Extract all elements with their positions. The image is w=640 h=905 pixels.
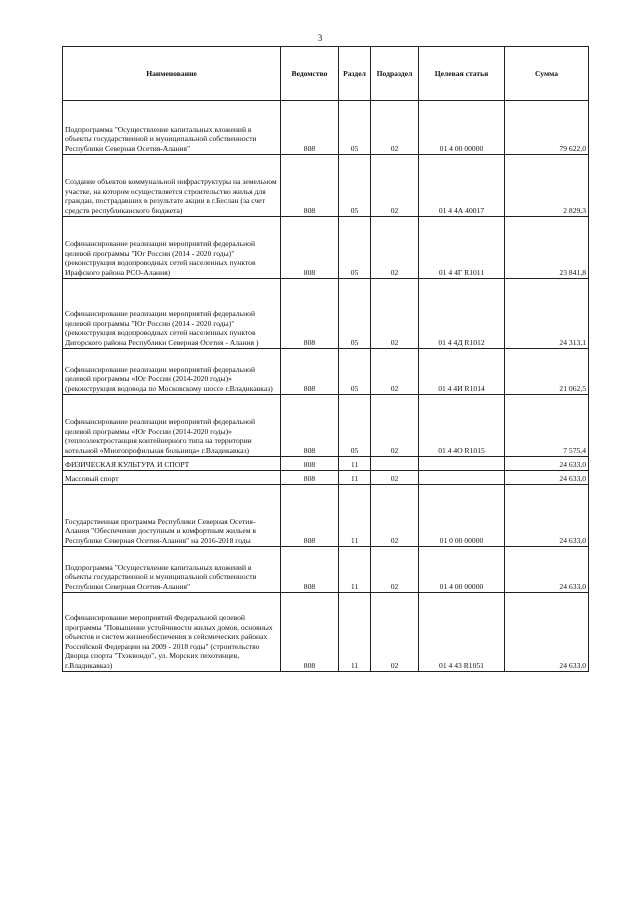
header-section: Раздел bbox=[339, 47, 371, 101]
table-row bbox=[63, 457, 589, 471]
row-amount: 79 622,0 bbox=[505, 101, 589, 155]
table-row bbox=[63, 471, 589, 485]
table-row bbox=[63, 217, 589, 279]
row-name: Софинансирование реализации мероприятий федеральной целевой программы «Юг России (2014-2020 годы)» (теплоэлектростанция контейнерного типа на территории котельной «Многопрофильная больница» г.Владикавказ) bbox=[63, 395, 281, 457]
row-amount: 24 313,1 bbox=[505, 279, 589, 349]
row-department: 808 bbox=[281, 593, 339, 672]
row-target: 01 4 43 R1051 bbox=[419, 593, 505, 672]
row-department: 808 bbox=[281, 155, 339, 217]
row-subsection: 02 bbox=[371, 485, 419, 547]
table-row bbox=[63, 349, 589, 395]
table-row bbox=[63, 101, 589, 155]
row-target bbox=[419, 457, 505, 471]
row-section: 11 bbox=[339, 485, 371, 547]
row-section: 05 bbox=[339, 349, 371, 395]
table-row bbox=[63, 485, 589, 547]
row-target: 01 4 4И R1014 bbox=[419, 349, 505, 395]
row-target: 01 4 4Г R1011 bbox=[419, 217, 505, 279]
row-target: 01 4 4Д R1012 bbox=[419, 279, 505, 349]
row-subsection: 02 bbox=[371, 349, 419, 395]
row-name: Софинансирование реализации мероприятий федеральной целевой программы «Юг России (2014-2020 годы)» (реконструкция водовода по Московскому шоссе г.Владикавказ) bbox=[63, 349, 281, 395]
row-name: Софинансирование реализации мероприятий федеральной целевой программы "Юг России (2014 - 2020 годы)" (реконструкция водопроводных сетей населенных пунктов Ирафского района РСО-Алания) bbox=[63, 217, 281, 279]
header-subsection: Подраздел bbox=[371, 47, 419, 101]
row-subsection: 02 bbox=[371, 395, 419, 457]
table-header-row bbox=[63, 47, 589, 101]
row-subsection: 02 bbox=[371, 471, 419, 485]
row-name: ФИЗИЧЕСКАЯ КУЛЬТУРА И СПОРТ bbox=[63, 457, 281, 471]
row-section: 05 bbox=[339, 101, 371, 155]
row-section: 11 bbox=[339, 547, 371, 593]
row-amount: 21 062,5 bbox=[505, 349, 589, 395]
row-amount: 24 633,0 bbox=[505, 471, 589, 485]
row-section: 05 bbox=[339, 217, 371, 279]
budget-table bbox=[62, 46, 589, 672]
row-subsection: 02 bbox=[371, 279, 419, 349]
row-section: 05 bbox=[339, 395, 371, 457]
row-section: 11 bbox=[339, 457, 371, 471]
row-amount: 7 575,4 bbox=[505, 395, 589, 457]
row-name: Подпрограмма "Осуществление капитальных вложений в объекты государственной и муниципальной собственности Республики Северная Осетия-Алания" bbox=[63, 101, 281, 155]
row-department: 808 bbox=[281, 457, 339, 471]
row-subsection: 02 bbox=[371, 547, 419, 593]
row-name: Подпрограмма "Осуществление капитальных вложений в объекты государственной и муниципальной собственности Республики Северная Осетия-Алания" bbox=[63, 547, 281, 593]
row-amount: 2 829,3 bbox=[505, 155, 589, 217]
table-row bbox=[63, 395, 589, 457]
row-department: 808 bbox=[281, 217, 339, 279]
page-number: 3 bbox=[317, 33, 323, 43]
row-amount: 24 633,0 bbox=[505, 547, 589, 593]
row-name: Софинансирование реализации мероприятий федеральной целевой программы "Юг России (2014 - 2020 годы)" (реконструкция водопроводных сетей населенных пунктов Дигорского района Республики Северная Осетия - Алания ) bbox=[63, 279, 281, 349]
row-amount: 24 633,0 bbox=[505, 457, 589, 471]
row-subsection: 02 bbox=[371, 217, 419, 279]
header-department: Ведомство bbox=[281, 47, 339, 101]
row-department: 808 bbox=[281, 471, 339, 485]
row-department: 808 bbox=[281, 395, 339, 457]
row-department: 808 bbox=[281, 101, 339, 155]
table-row bbox=[63, 279, 589, 349]
table-row bbox=[63, 547, 589, 593]
header-amount: Сумма bbox=[505, 47, 589, 101]
row-department: 808 bbox=[281, 279, 339, 349]
row-target: 01 4 00 00000 bbox=[419, 101, 505, 155]
header-target: Целевая статья bbox=[419, 47, 505, 101]
row-amount: 24 633,0 bbox=[505, 485, 589, 547]
row-target: 01 4 4О R1015 bbox=[419, 395, 505, 457]
table-row bbox=[63, 593, 589, 672]
row-subsection: 02 bbox=[371, 101, 419, 155]
table-row bbox=[63, 155, 589, 217]
row-name: Массовый спорт bbox=[63, 471, 281, 485]
row-subsection: 02 bbox=[371, 155, 419, 217]
row-name: Софинансирование мероприятий Федеральной целевой программы "Повышение устойчивости жилых домов, основных объектов и систем жизнеобеспечения в сейсмических районах Российской Федерации на 2009 - 2018 годы" (строительство Дворца спорта "Тхэквондо", ул. Морских пехотинцев, г.Владикавказ) bbox=[63, 593, 281, 672]
row-subsection bbox=[371, 457, 419, 471]
row-amount: 23 841,8 bbox=[505, 217, 589, 279]
row-target: 01 4 00 00000 bbox=[419, 547, 505, 593]
row-amount: 24 633,0 bbox=[505, 593, 589, 672]
row-department: 808 bbox=[281, 485, 339, 547]
row-department: 808 bbox=[281, 547, 339, 593]
row-target bbox=[419, 471, 505, 485]
row-section: 11 bbox=[339, 593, 371, 672]
row-target: 01 4 4А 40017 bbox=[419, 155, 505, 217]
header-name: Наименование bbox=[63, 47, 281, 101]
row-target: 01 0 00 00000 bbox=[419, 485, 505, 547]
row-section: 11 bbox=[339, 471, 371, 485]
row-section: 05 bbox=[339, 279, 371, 349]
row-department: 808 bbox=[281, 349, 339, 395]
row-subsection: 02 bbox=[371, 593, 419, 672]
row-name: Создание объектов коммунальной инфраструктуры на земельном участке, на котором осуществляется строительство жилья для граждан, пострадавших в результате акции в г.Беслан (за счет средств республиканского бюджета) bbox=[63, 155, 281, 217]
row-section: 05 bbox=[339, 155, 371, 217]
row-name: Государственная программа Республики Северная Осетия-Алания "Обеспечение доступным и комфортным жильем в Республике Северная Осетия-Алания" на 2016-2018 годы bbox=[63, 485, 281, 547]
